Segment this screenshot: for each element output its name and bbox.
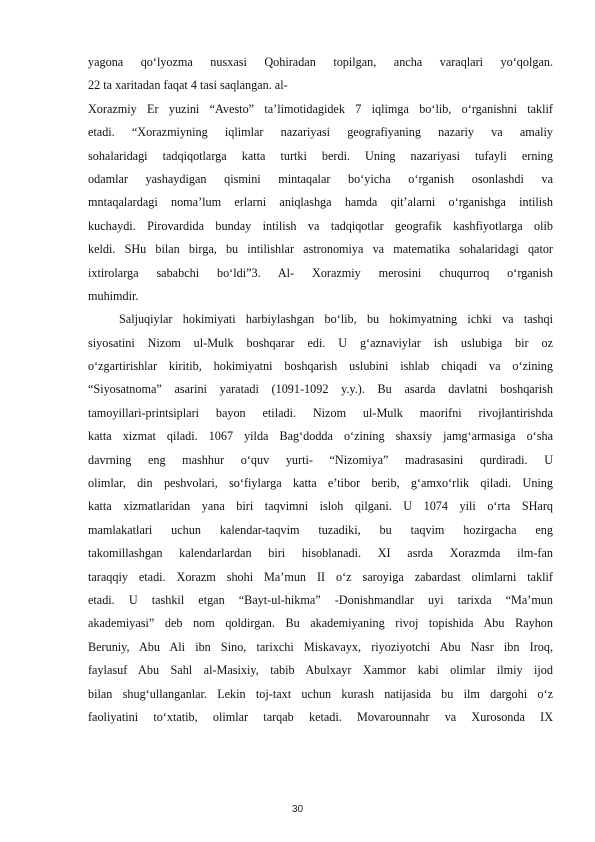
text-line: olimlar, din peshvolari, so‘fiylarga katta e’tibor berib, g‘amxo‘rlik qiladi. Uning	[88, 476, 553, 491]
text-line: yagona qo‘lyozma nusxasi Qohiradan topilgan, ancha varaqlari yo‘qolgan.	[88, 55, 553, 69]
text-line: Beruniy, Abu Ali ibn Sino, tarixchi Miskavayx, riyoziyotchi Abu Nasr ibn Iroq,	[88, 639, 553, 654]
text-line: katta xizmatlaridan yana biri taqvimni isloh qilgani. U 1074 yili o‘rta SHarq	[88, 499, 553, 514]
body-text	[88, 51, 553, 729]
text-line: etadi. “Xorazmiyning iqlimlar nazariyasi geografiyaning nazariy va amaliy	[88, 125, 553, 140]
text-line: katta xizmat qiladi. 1067 yilda Bag‘dodda o‘zining shaxsiy jamg‘armasiga o‘sha	[88, 429, 553, 444]
text-line: muhimdir.	[88, 288, 139, 303]
text-line: odamlar yashaydigan qismini mintaqalar bo‘yicha o‘rganish osonlashdi va	[88, 171, 553, 186]
text-line: mamlakatlari uchun kalendar-taqvim tuzadiki, bu taqvim hozirgacha eng	[88, 522, 553, 537]
text-line: faylasuf Abu Sahl al-Masixiy, tabib Abulxayr Xammor kabi olimlar ilmiy ijod	[88, 663, 553, 678]
text-line: etadi. U tashkil etgan “Bayt-ul-hikma” -Donishmandlar uyi tarixda “Ma’mun	[88, 592, 553, 607]
text-line: kuchaydi. Pirovardida bunday intilish va tadqiqotlar geografik kashfiyotlarga olib	[88, 218, 553, 233]
text-line: Xorazmiy Er yuzini “Avesto” ta’limotidagidek 7 iqlimga bo‘lib, o‘rganishni taklif	[88, 101, 553, 116]
text-line: mntaqalardagi noma’lum erlarni aniqlashga hamda qit’alarni o‘rganishga intilish	[88, 195, 553, 210]
text-line: siyosatini Nizom ul-Mulk boshqarar edi. U g‘aznaviylar ish uslubiga bir oz	[88, 335, 553, 350]
text-line: sohalaridagi tadqiqotlarga katta turtki berdi. Uning nazariyasi tufayli erning	[88, 148, 553, 163]
text-line: 22 ta xaritadan faqat 4 tasi saqlangan. al-	[88, 78, 288, 93]
text-line: takomillashgan kalendarlardan biri hisoblanadi. XI asrda Xorazmda ilm-fan	[88, 546, 553, 561]
text-line: davrning eng mashhur o‘quv yurti- “Nizomiya” madrasasini qurdiradi. U	[88, 452, 553, 467]
text-line: keldi. SHu bilan birga, bu intilishlar astronomiya va matematika sohalaridagi qator	[88, 242, 553, 257]
text-line: ixtirolarga sababchi bo‘ldi”3. Al- Xorazmiy merosini chuqurroq o‘rganish	[88, 265, 553, 280]
text-line: o‘zgartirishlar kiritib, hokimiyatni boshqarish uslubini ishlab chiqadi va o‘zining	[88, 359, 553, 374]
text-line: bilan shug‘ullanganlar. Lekin toj-taxt uchun kurash natijasida bu ilm dargohi o‘z	[88, 686, 553, 701]
page-number: 30	[291, 804, 304, 815]
text-line: taraqqiy etadi. Xorazm shohi Ma’mun II o‘z saroyiga zabardast olimlarni taklif	[88, 569, 553, 584]
text-line: Saljuqiylar hokimiyati harbiylashgan bo‘lib, bu hokimyatning ichki va tashqi	[119, 312, 553, 327]
text-line: faoliyatini to‘xtatib, olimlar tarqab ketadi. Movarounnahr va Xurosonda IX	[88, 709, 553, 724]
text-line: akademiyasi” deb nom qoldirgan. Bu akademiyaning rivoj topishida Abu Rayhon	[88, 616, 553, 631]
text-line: “Siyosatnoma” asarini yaratadi (1091-1092 y.y.). Bu asarda davlatni boshqarish	[88, 382, 553, 397]
text-line: tamoyillari-printsiplari bayon etiladi. Nizom ul-Mulk maorifni rivojlantirishda	[88, 405, 553, 420]
